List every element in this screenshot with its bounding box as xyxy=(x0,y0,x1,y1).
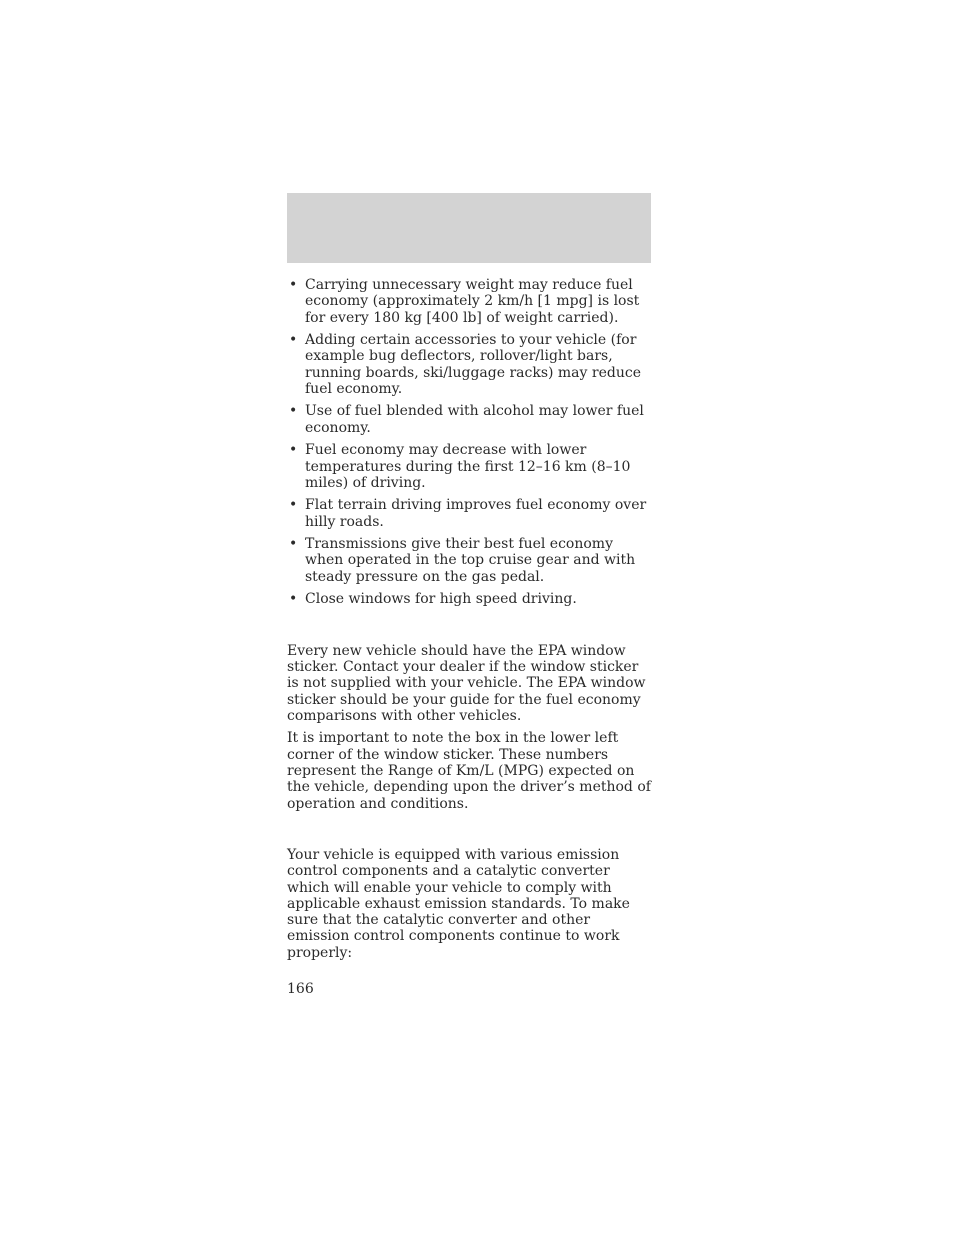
list-item-text: Fuel economy may decrease with lower temperatures during the first 12–16 km (8–10 miles) of driving. xyxy=(305,442,631,491)
list-item xyxy=(287,497,651,530)
epa-paragraph-2: It is important to note the box in the lower left corner of the window sticker. These numbers represent the Range of Km/L (MPG) expected on the vehicle, depending upon the driver’s method of operation and conditions. xyxy=(287,730,651,812)
epa-paragraph-1: Every new vehicle should have the EPA window sticker. Contact your dealer if the window sticker is not supplied with your vehicle. The EPA window sticker should be your guide for the fuel economy comparisons with other vehicles. xyxy=(287,642,646,724)
list-item-text: Close windows for high speed driving. xyxy=(305,591,577,608)
bullet-marker: • xyxy=(289,442,298,459)
bullet-marker: • xyxy=(289,403,298,420)
section-spacer xyxy=(287,818,651,847)
bullet-marker: • xyxy=(289,536,298,553)
bullet-marker: • xyxy=(289,497,298,514)
section-spacer xyxy=(287,614,651,643)
fuel-economy-tips-list xyxy=(287,277,651,607)
bullet-marker: • xyxy=(289,591,298,608)
list-item xyxy=(287,442,651,491)
page-number: 166 xyxy=(287,981,314,997)
bullet-marker: • xyxy=(289,277,298,293)
list-item xyxy=(287,332,651,397)
list-item xyxy=(287,403,651,436)
list-item-text: Carrying unnecessary weight may reduce fuel economy (approximately 2 km/h [1 mpg] is lost for every 180 kg [400 lb] of weight carried). xyxy=(305,277,640,326)
list-item-text: Adding certain accessories to your vehicle (for example bug deflectors, rollover/light bars, running boards, ski/luggage racks) may reduce fuel economy. xyxy=(305,332,641,397)
list-item-text: Flat terrain driving improves fuel economy over hilly roads. xyxy=(305,497,647,530)
list-item-text: Use of fuel blended with alcohol may lower fuel economy. xyxy=(305,403,644,436)
list-item-text: Transmissions give their best fuel economy when operated in the top cruise gear and with steady pressure on the gas pedal. xyxy=(305,536,636,585)
emission-paragraph-1: Your vehicle is equipped with various emission control components and a catalytic converter which will enable your vehicle to comply with applicable exhaust emission standards. To make sure that the catalytic converter and other emission control components continue to work properly: xyxy=(287,847,630,961)
page-content xyxy=(287,277,651,967)
bullet-marker: • xyxy=(289,332,298,349)
header-band xyxy=(287,193,651,263)
list-item xyxy=(287,536,651,585)
list-item xyxy=(287,591,651,607)
list-item xyxy=(287,277,651,326)
